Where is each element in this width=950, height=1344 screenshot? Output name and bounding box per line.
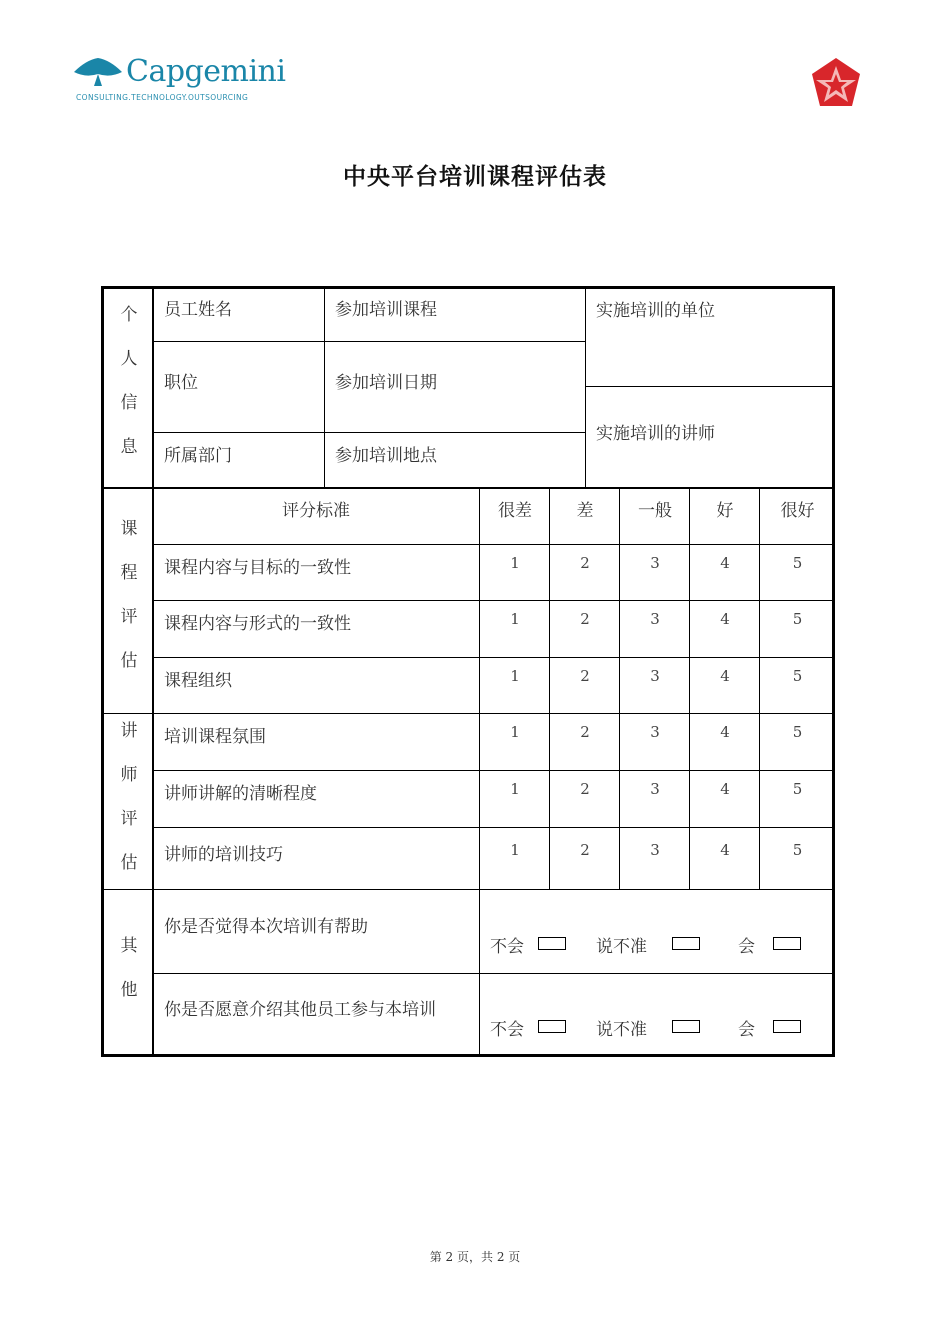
option-no: 不会 bbox=[490, 1020, 524, 1040]
option-no: 不会 bbox=[490, 937, 524, 957]
capgemini-logo bbox=[72, 54, 286, 104]
rating-option[interactable]: 5 bbox=[792, 610, 803, 628]
location-field[interactable]: 参加培训地点 bbox=[335, 446, 437, 466]
rating-option[interactable]: 3 bbox=[650, 723, 660, 741]
rating-option[interactable]: 4 bbox=[720, 841, 730, 859]
checkbox-yes[interactable] bbox=[773, 1020, 801, 1033]
rating-option[interactable]: 3 bbox=[650, 780, 660, 798]
option-yes: 会 bbox=[738, 1020, 755, 1040]
employee-name-field[interactable]: 员工姓名 bbox=[164, 300, 232, 320]
scale-very-poor: 很差 bbox=[498, 501, 532, 521]
lecturer-item-1: 培训课程氛围 bbox=[164, 727, 266, 747]
position-field[interactable]: 职位 bbox=[164, 373, 198, 393]
rating-option[interactable]: 1 bbox=[510, 554, 520, 572]
option-unsure: 说不准 bbox=[596, 937, 647, 957]
course-item-3: 课程组织 bbox=[164, 671, 232, 691]
brand-name: Capgemini bbox=[126, 54, 286, 89]
checkbox-unsure[interactable] bbox=[672, 937, 700, 950]
lecturer-item-3: 讲师的培训技巧 bbox=[164, 845, 283, 865]
rating-option[interactable]: 5 bbox=[792, 667, 803, 685]
rating-option[interactable]: 5 bbox=[792, 723, 803, 741]
rating-option[interactable]: 2 bbox=[580, 780, 590, 798]
criteria-header: 评分标准 bbox=[282, 501, 350, 521]
option-unsure: 说不准 bbox=[596, 1020, 647, 1040]
training-unit-field[interactable]: 实施培训的单位 bbox=[596, 301, 715, 321]
rating-option[interactable]: 1 bbox=[510, 610, 520, 628]
rating-option[interactable]: 5 bbox=[792, 554, 803, 572]
rating-option[interactable]: 3 bbox=[650, 667, 660, 685]
rating-option[interactable]: 4 bbox=[720, 723, 730, 741]
rating-option[interactable]: 4 bbox=[720, 554, 730, 572]
rating-option[interactable]: 3 bbox=[650, 610, 660, 628]
rating-option[interactable]: 2 bbox=[580, 554, 590, 572]
rating-option[interactable]: 2 bbox=[580, 723, 590, 741]
section-label-personal: 个 人 信 息 bbox=[120, 305, 138, 457]
rating-option[interactable]: 1 bbox=[510, 841, 520, 859]
rating-option[interactable]: 4 bbox=[720, 780, 730, 798]
course-item-2: 课程内容与形式的一致性 bbox=[164, 614, 351, 634]
training-lecturer-field[interactable]: 实施培训的讲师 bbox=[596, 424, 715, 444]
rating-option[interactable]: 1 bbox=[510, 723, 520, 741]
option-yes: 会 bbox=[738, 937, 755, 957]
scale-poor: 差 bbox=[576, 501, 594, 521]
lecturer-item-2: 讲师讲解的清晰程度 bbox=[164, 784, 317, 804]
rating-option[interactable]: 5 bbox=[792, 841, 803, 859]
department-field[interactable]: 所属部门 bbox=[164, 446, 232, 466]
rating-option[interactable]: 2 bbox=[580, 667, 590, 685]
rating-option[interactable]: 2 bbox=[580, 610, 590, 628]
date-field[interactable]: 参加培训日期 bbox=[335, 373, 437, 393]
checkbox-no[interactable] bbox=[538, 1020, 566, 1033]
rating-option[interactable]: 5 bbox=[792, 780, 803, 798]
rating-option[interactable]: 1 bbox=[510, 780, 520, 798]
course-item-1: 课程内容与目标的一致性 bbox=[164, 558, 351, 578]
rating-option[interactable]: 4 bbox=[720, 667, 730, 685]
section-label-course: 课 程 评 估 bbox=[120, 519, 138, 671]
spade-icon bbox=[72, 56, 124, 92]
rating-option[interactable]: 2 bbox=[580, 841, 590, 859]
scale-good: 好 bbox=[716, 501, 734, 521]
scale-very-good: 很好 bbox=[780, 501, 815, 521]
brand-tagline: CONSULTING.TECHNOLOGY.OUTSOURCING bbox=[76, 93, 249, 102]
checkbox-yes[interactable] bbox=[773, 937, 801, 950]
checkbox-unsure[interactable] bbox=[672, 1020, 700, 1033]
question-recommend: 你是否愿意介绍其他员工参与本培训 bbox=[164, 1000, 436, 1020]
section-label-lecturer: 讲 师 评 估 bbox=[120, 721, 138, 873]
section-label-other: 其 他 bbox=[120, 936, 138, 1000]
rating-option[interactable]: 4 bbox=[720, 610, 730, 628]
rating-option[interactable]: 3 bbox=[650, 841, 660, 859]
rating-option[interactable]: 1 bbox=[510, 667, 520, 685]
checkbox-no[interactable] bbox=[538, 937, 566, 950]
scale-average: 一般 bbox=[638, 501, 672, 521]
star-emblem-icon bbox=[808, 56, 864, 110]
page-title: 中央平台培训课程评估表 bbox=[343, 163, 607, 190]
course-field[interactable]: 参加培训课程 bbox=[335, 300, 437, 320]
rating-option[interactable]: 3 bbox=[650, 554, 660, 572]
page-footer: 第 2 页，共 2 页 bbox=[429, 1250, 521, 1264]
question-helpful: 你是否觉得本次培训有帮助 bbox=[164, 917, 368, 937]
